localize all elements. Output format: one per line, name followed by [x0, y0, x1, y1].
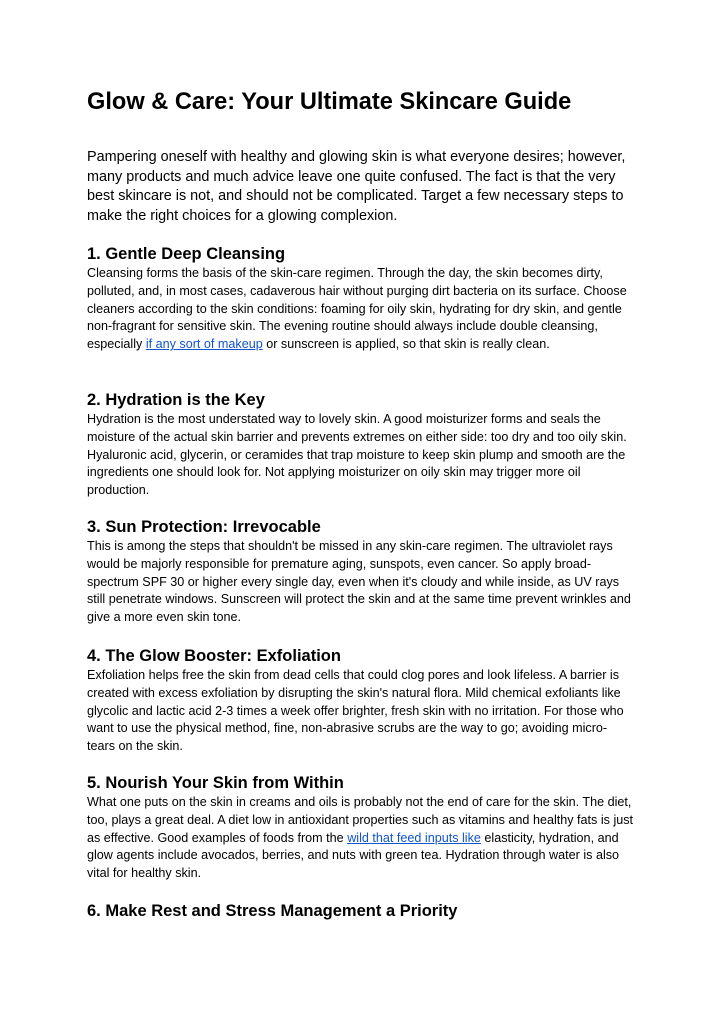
section-body: Hydration is the most understated way to lovely skin. A good moisturizer forms and seals the moisture of the actual skin barrier and prevents extremes on either side: too dry and too oily skin. Hyaluronic acid, glycerin, or ceramides that trap moisture to keep skin plump and smooth are the ingredients one should look for. Not applying moisturizer on oily skin may trigger more oil production.: [87, 412, 627, 498]
section-heading: 2. Hydration is the Key: [87, 391, 265, 409]
section-rest-stress: [87, 900, 635, 922]
section-body: Exfoliation helps free the skin from dead cells that could clog pores and look lifeless. A barrier is created with excess exfoliation by disrupting the skin's natural flora. Mild chemical exfoliants like glycolic and lactic acid 2-3 times a week offer brighter, fresh skin with no irritation. For those who want to use the physical method, fine, non-abrasive scrubs are the way to go; avoiding micro-tears on the skin.: [87, 668, 624, 754]
section-heading: 1. Gentle Deep Cleansing: [87, 245, 286, 263]
section-hydration: [87, 389, 635, 500]
section-body: This is among the steps that shouldn't be missed in any skin-care regimen. The ultraviolet rays would be majorly responsible for premature aging, sunspots, even cancer. So apply broad-spectrum SPF 30 or higher every single day, even when it's cloudy and while inside, as UV rays still penetrate windows. Sunscreen will protect the skin and at the same time prevent wrinkles and give a more even skin tone.: [87, 539, 631, 625]
makeup-link[interactable]: if any sort of makeup: [145, 337, 263, 352]
section-body-text: Cleansing forms the basis of the skin-care regimen. Through the day, the skin becomes dirty, polluted, and, in most cases, cadaverous hair without purging dirt bacteria on its surface. Choose cleaners according to the skin conditions: foaming for oily skin, hydrating for dry skin, and gentle non-fragrant for sensitive skin. The evening routine should always include double cleansing, especially: [87, 266, 627, 352]
section-body: [87, 265, 635, 354]
section-heading: 4. The Glow Booster: Exfoliation: [87, 647, 341, 665]
foods-link[interactable]: wild that feed inputs like: [347, 830, 481, 845]
section-exfoliation: [87, 645, 635, 756]
page-title: Glow & Care: Your Ultimate Skincare Guide: [87, 89, 572, 115]
section-gentle-deep-cleansing: [87, 243, 635, 354]
section-heading: 5. Nourish Your Skin from Within: [87, 774, 344, 792]
section-body: [87, 794, 635, 883]
section-heading: 3. Sun Protection: Irrevocable: [87, 518, 321, 536]
section-sun-protection: [87, 516, 635, 627]
section-body-text: or sunscreen is applied, so that skin is really clean.: [262, 337, 550, 352]
section-heading: 6. Make Rest and Stress Management a Priority: [87, 902, 458, 920]
section-body-text: elasticity, hydration, and glow agents include avocados, berries, and nuts with green tea. Hydration through water is also vital for healthy skin.: [87, 830, 620, 881]
intro-paragraph: Pampering oneself with healthy and glowing skin is what everyone desires; however, many products and much advice leave one quite confused. The fact is that the very best skincare is not, and should not be complicated. Target a few necessary steps to make the right choices for a glowing complexion.: [87, 149, 626, 225]
section-body-text: What one puts on the skin in creams and oils is probably not the end of care for the skin. The diet, too, plays a great deal. A diet low in antioxidant properties such as vitamins and healthy fats is just as effective. Good examples of foods from the: [87, 795, 634, 845]
section-nourish-within: [87, 772, 635, 883]
